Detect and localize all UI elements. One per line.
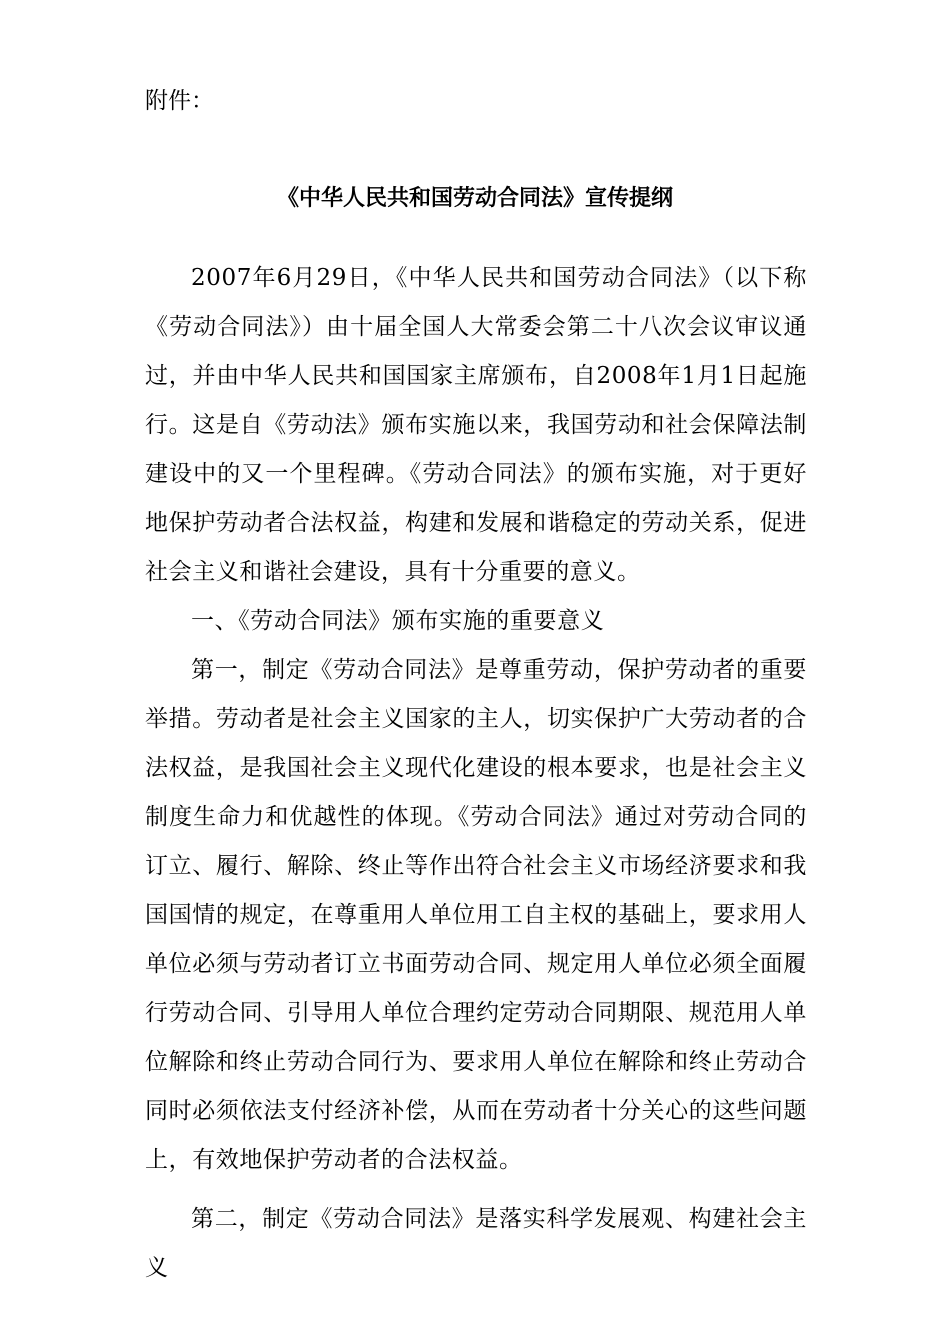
document-body [145,254,807,1293]
section-heading: 一、《劳动合同法》颁布实施的重要意义 [191,608,605,634]
paragraph-first-point: 第一，制定《劳动合同法》是尊重劳动，保护劳动者的重要举措。劳动者是社会主义国家的主人，切实保护广大劳动者的合法权益，是我国社会主义现代化建设的根本要求，也是社会主义制度生命力和优越性的体现。《劳动合同法》通过对劳动合同的订立、履行、解除、终止等作出符合社会主义市场经济要求和我国国情的规定，在尊重用人单位用工自主权的基础上，要求用人单位必须与劳动者订立书面劳动合同、规定用人单位必须全面履行劳动合同、引导用人单位合理约定劳动合同期限、规范用人单位解除和终止劳动合同行为、要求用人单位在解除和终止劳动合同时必须依法支付经济补偿，从而在劳动者十分关心的这些问题上，有效地保护劳动者的合法权益。 [145,657,807,1173]
document-title: 《中华人民共和国劳动合同法》宣传提纲 [276,186,673,211]
paragraph-intro: 2007年6月29日，《中华人民共和国劳动合同法》（以下称《劳动合同法》）由十届全国人大常委会第二十八次会议审议通过，并由中华人民共和国国家主席颁布，自2008年1月1日起施行。这是自《劳动法》颁布实施以来，我国劳动和社会保障法制建设中的又一个里程碑。《劳动合同法》的颁布实施，对于更好地保护劳动者合法权益，构建和发展和谐稳定的劳动关系，促进社会主义和谐社会建设，具有十分重要的意义。 [145,265,807,585]
attachment-label: 附件： [145,88,214,114]
paragraph-second-point: 第二，制定《劳动合同法》是落实科学发展观、构建社会主义 [145,1206,807,1281]
